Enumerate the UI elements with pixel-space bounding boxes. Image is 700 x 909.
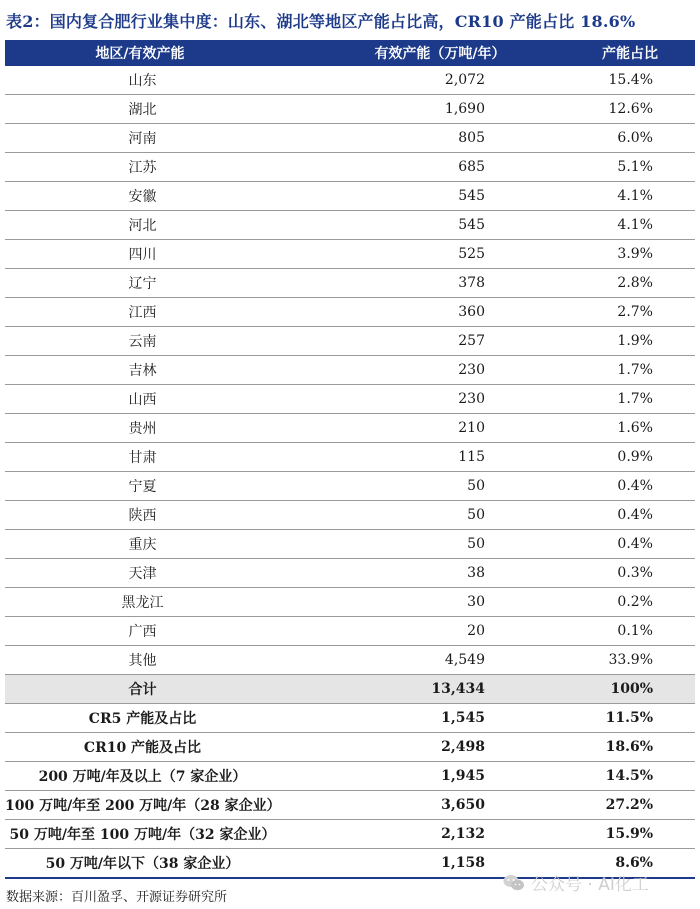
region-cell: 河南 bbox=[5, 124, 305, 153]
table-row bbox=[5, 414, 695, 443]
capacity-table bbox=[5, 40, 695, 879]
share-cell: 5.1% bbox=[535, 153, 695, 182]
data-source-note: 数据来源：百川盈孚、开源证券研究所 bbox=[6, 890, 228, 905]
capacity-cell: 2,072 bbox=[305, 66, 535, 95]
share-cell: 0.4% bbox=[535, 501, 695, 530]
region-cell: 贵州 bbox=[5, 414, 305, 443]
share-cell: 12.6% bbox=[535, 95, 695, 124]
capacity-cell: 50 bbox=[305, 501, 535, 530]
capacity-cell: 2,132 bbox=[305, 820, 535, 849]
summary-row bbox=[5, 762, 695, 791]
table-row bbox=[5, 211, 695, 240]
table-row bbox=[5, 240, 695, 269]
region-cell: 云南 bbox=[5, 327, 305, 356]
region-cell: 宁夏 bbox=[5, 472, 305, 501]
share-cell: 1.7% bbox=[535, 356, 695, 385]
share-cell: 0.3% bbox=[535, 559, 695, 588]
region-cell: 河北 bbox=[5, 211, 305, 240]
summary-row bbox=[5, 675, 695, 704]
capacity-cell: 4,549 bbox=[305, 646, 535, 675]
region-cell: 其他 bbox=[5, 646, 305, 675]
region-cell: 江西 bbox=[5, 298, 305, 327]
capacity-cell: 13,434 bbox=[305, 675, 535, 704]
capacity-cell: 20 bbox=[305, 617, 535, 646]
wechat-icon bbox=[503, 874, 525, 892]
region-cell: 100 万吨/年至 200 万吨/年（28 家企业） bbox=[5, 791, 305, 820]
summary-row bbox=[5, 704, 695, 733]
capacity-cell: 805 bbox=[305, 124, 535, 153]
table-row bbox=[5, 124, 695, 153]
table-row bbox=[5, 443, 695, 472]
share-cell: 4.1% bbox=[535, 182, 695, 211]
share-cell: 27.2% bbox=[535, 791, 695, 820]
summary-row bbox=[5, 733, 695, 762]
header-region: 地区/有效产能 bbox=[5, 40, 305, 66]
region-cell: CR10 产能及占比 bbox=[5, 733, 305, 762]
watermark bbox=[503, 870, 649, 895]
share-cell: 15.4% bbox=[535, 66, 695, 95]
table-row bbox=[5, 269, 695, 298]
region-cell: 山西 bbox=[5, 385, 305, 414]
share-cell: 6.0% bbox=[535, 124, 695, 153]
table-row bbox=[5, 327, 695, 356]
table-title: 表2：国内复合肥行业集中度：山东、湖北等地区产能占比高，CR10 产能占比 18.6% bbox=[6, 12, 636, 31]
capacity-cell: 545 bbox=[305, 211, 535, 240]
watermark-text: 公众号 · AI化工 bbox=[531, 875, 649, 895]
share-cell: 1.9% bbox=[535, 327, 695, 356]
region-cell: 50 万吨/年以下（38 家企业） bbox=[5, 849, 305, 879]
table-row bbox=[5, 66, 695, 95]
capacity-cell: 230 bbox=[305, 385, 535, 414]
capacity-cell: 115 bbox=[305, 443, 535, 472]
table-row bbox=[5, 95, 695, 124]
capacity-cell: 1,158 bbox=[305, 849, 535, 879]
table-row bbox=[5, 646, 695, 675]
region-cell: 广西 bbox=[5, 617, 305, 646]
share-cell: 0.4% bbox=[535, 472, 695, 501]
share-cell: 15.9% bbox=[535, 820, 695, 849]
region-cell: CR5 产能及占比 bbox=[5, 704, 305, 733]
table-row bbox=[5, 298, 695, 327]
share-cell: 0.2% bbox=[535, 588, 695, 617]
capacity-cell: 545 bbox=[305, 182, 535, 211]
table-row bbox=[5, 472, 695, 501]
region-cell: 吉林 bbox=[5, 356, 305, 385]
region-cell: 陕西 bbox=[5, 501, 305, 530]
region-cell: 重庆 bbox=[5, 530, 305, 559]
capacity-cell: 378 bbox=[305, 269, 535, 298]
capacity-cell: 1,945 bbox=[305, 762, 535, 791]
region-cell: 山东 bbox=[5, 66, 305, 95]
header-share: 产能占比 bbox=[535, 40, 695, 66]
capacity-cell: 1,545 bbox=[305, 704, 535, 733]
region-cell: 50 万吨/年至 100 万吨/年（32 家企业） bbox=[5, 820, 305, 849]
capacity-cell: 50 bbox=[305, 530, 535, 559]
share-cell: 2.8% bbox=[535, 269, 695, 298]
region-cell: 湖北 bbox=[5, 95, 305, 124]
capacity-cell: 2,498 bbox=[305, 733, 535, 762]
table-body bbox=[5, 66, 695, 878]
table-row bbox=[5, 385, 695, 414]
table-row bbox=[5, 501, 695, 530]
region-cell: 200 万吨/年及以上（7 家企业） bbox=[5, 762, 305, 791]
header-capacity: 有效产能（万吨/年） bbox=[305, 40, 535, 66]
share-cell: 0.4% bbox=[535, 530, 695, 559]
table-header-row bbox=[5, 40, 695, 66]
region-cell: 江苏 bbox=[5, 153, 305, 182]
table-row bbox=[5, 153, 695, 182]
share-cell: 3.9% bbox=[535, 240, 695, 269]
share-cell: 8.6% bbox=[535, 849, 695, 879]
share-cell: 33.9% bbox=[535, 646, 695, 675]
region-cell: 甘肃 bbox=[5, 443, 305, 472]
share-cell: 4.1% bbox=[535, 211, 695, 240]
table-row bbox=[5, 530, 695, 559]
share-cell: 0.1% bbox=[535, 617, 695, 646]
share-cell: 14.5% bbox=[535, 762, 695, 791]
capacity-cell: 685 bbox=[305, 153, 535, 182]
region-cell: 天津 bbox=[5, 559, 305, 588]
capacity-cell: 230 bbox=[305, 356, 535, 385]
table-row bbox=[5, 559, 695, 588]
region-cell: 黑龙江 bbox=[5, 588, 305, 617]
share-cell: 1.6% bbox=[535, 414, 695, 443]
region-cell: 四川 bbox=[5, 240, 305, 269]
capacity-cell: 38 bbox=[305, 559, 535, 588]
share-cell: 18.6% bbox=[535, 733, 695, 762]
share-cell: 1.7% bbox=[535, 385, 695, 414]
capacity-cell: 30 bbox=[305, 588, 535, 617]
summary-row bbox=[5, 791, 695, 820]
table-row bbox=[5, 356, 695, 385]
capacity-cell: 50 bbox=[305, 472, 535, 501]
capacity-cell: 525 bbox=[305, 240, 535, 269]
region-cell: 辽宁 bbox=[5, 269, 305, 298]
capacity-cell: 1,690 bbox=[305, 95, 535, 124]
table-row bbox=[5, 182, 695, 211]
capacity-cell: 3,650 bbox=[305, 791, 535, 820]
capacity-cell: 257 bbox=[305, 327, 535, 356]
capacity-cell: 210 bbox=[305, 414, 535, 443]
share-cell: 11.5% bbox=[535, 704, 695, 733]
summary-row bbox=[5, 820, 695, 849]
capacity-cell: 360 bbox=[305, 298, 535, 327]
table-row bbox=[5, 588, 695, 617]
table-row bbox=[5, 617, 695, 646]
share-cell: 0.9% bbox=[535, 443, 695, 472]
region-cell: 安徽 bbox=[5, 182, 305, 211]
share-cell: 2.7% bbox=[535, 298, 695, 327]
region-cell: 合计 bbox=[5, 675, 305, 704]
share-cell: 100% bbox=[535, 675, 695, 704]
